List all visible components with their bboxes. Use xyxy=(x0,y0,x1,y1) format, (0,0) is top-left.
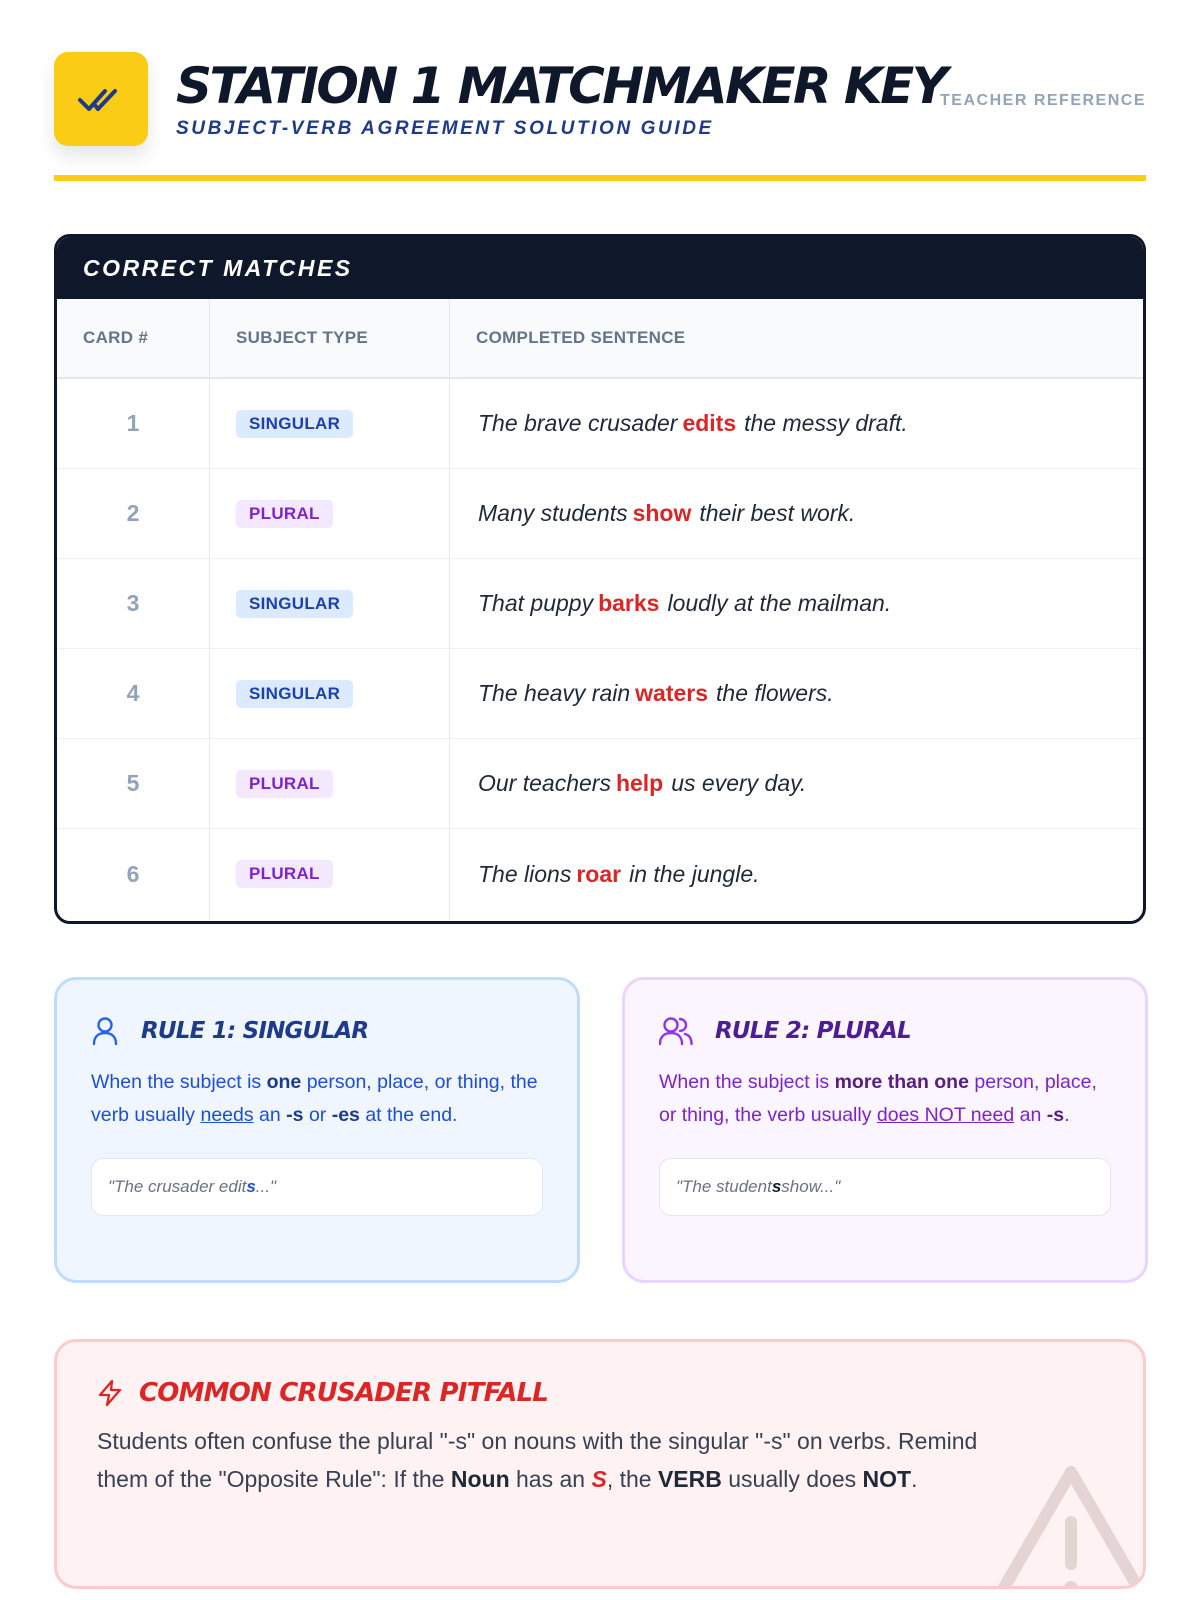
rule-singular-title xyxy=(91,1016,543,1046)
rule-plural-text: When the subject is more than one person, place, or thing, the verb usually does NOT need an -s. xyxy=(659,1071,1097,1126)
table-row xyxy=(57,829,1143,919)
verb: show xyxy=(632,500,692,526)
logo xyxy=(54,52,148,146)
completed-sentence: Our teachers help us every day. xyxy=(478,770,807,796)
verb: help xyxy=(615,770,664,796)
warning-triangle-icon xyxy=(981,1460,1146,1589)
users-icon xyxy=(659,1016,693,1046)
completed-sentence: Many students show their best work. xyxy=(478,500,856,526)
subject-type-badge: PLURAL xyxy=(236,770,333,798)
rule-plural-title xyxy=(659,1016,1111,1046)
table-title: CORRECT MATCHES xyxy=(57,237,1143,299)
completed-sentence: The heavy rain waters the flowers. xyxy=(478,680,834,706)
user-icon xyxy=(91,1016,119,1046)
pitfall-text: Students often confuse the plural "-s" on nouns with the singular "-s" on verbs. Remind them of the "Opposite Rule": If the Noun has an S, the VERB usually does NOT. xyxy=(97,1428,978,1492)
table-row xyxy=(57,379,1143,469)
column-header-subject-type: SUBJECT TYPE xyxy=(210,299,450,377)
card-number: 6 xyxy=(57,829,210,919)
header-divider xyxy=(54,175,1146,181)
completed-sentence: The brave crusader edits the messy draft. xyxy=(478,410,908,436)
page-title: STATION 1 MATCHMAKER KEY xyxy=(176,57,946,115)
verb: waters xyxy=(635,680,709,706)
table-row xyxy=(57,739,1143,829)
verb: edits xyxy=(682,410,737,436)
card-number: 2 xyxy=(57,469,210,558)
page-subtitle: SUBJECT-VERB AGREEMENT SOLUTION GUIDE xyxy=(176,118,714,139)
subject-type-badge: SINGULAR xyxy=(236,410,353,438)
verb: barks xyxy=(598,590,660,616)
teacher-reference-label: TEACHER REFERENCE xyxy=(940,92,1146,109)
lightning-icon xyxy=(97,1379,123,1407)
card-number: 1 xyxy=(57,379,210,468)
completed-sentence: That puppy barks loudly at the mailman. xyxy=(478,590,892,616)
subject-type-badge: PLURAL xyxy=(236,860,333,888)
rule-plural-example: "The student s show..." xyxy=(659,1158,1111,1216)
table-row xyxy=(57,649,1143,739)
correct-matches-table xyxy=(54,234,1146,924)
column-header-sentence: COMPLETED SENTENCE xyxy=(476,328,686,347)
completed-sentence: The lions roar in the jungle. xyxy=(478,860,760,887)
card-number: 5 xyxy=(57,739,210,828)
card-number: 4 xyxy=(57,649,210,738)
subject-type-badge: PLURAL xyxy=(236,500,333,528)
rule-singular-text: When the subject is one person, place, or thing, the verb usually needs an -s or -es at the end. xyxy=(91,1071,538,1126)
double-check-icon xyxy=(78,84,124,114)
rule-plural-card xyxy=(622,977,1148,1283)
table-row xyxy=(57,469,1143,559)
pitfall-title-text: COMMON CRUSADER PITFALL xyxy=(139,1378,549,1408)
table-row xyxy=(57,559,1143,649)
table-header-row xyxy=(57,299,1143,379)
page-header xyxy=(54,52,1146,180)
pitfall-title xyxy=(97,1378,1103,1408)
pitfall-card xyxy=(54,1339,1146,1589)
rule-title-text: RULE 1: SINGULAR xyxy=(141,1018,369,1044)
subject-type-badge: SINGULAR xyxy=(236,590,353,618)
verb: roar xyxy=(576,860,622,887)
subject-type-badge: SINGULAR xyxy=(236,680,353,708)
column-header-card: CARD # xyxy=(57,299,210,377)
rule-title-text: RULE 2: PLURAL xyxy=(715,1018,911,1044)
card-number: 3 xyxy=(57,559,210,648)
rule-singular-example: "The crusader edit s ..." xyxy=(91,1158,543,1216)
rule-singular-card xyxy=(54,977,580,1283)
